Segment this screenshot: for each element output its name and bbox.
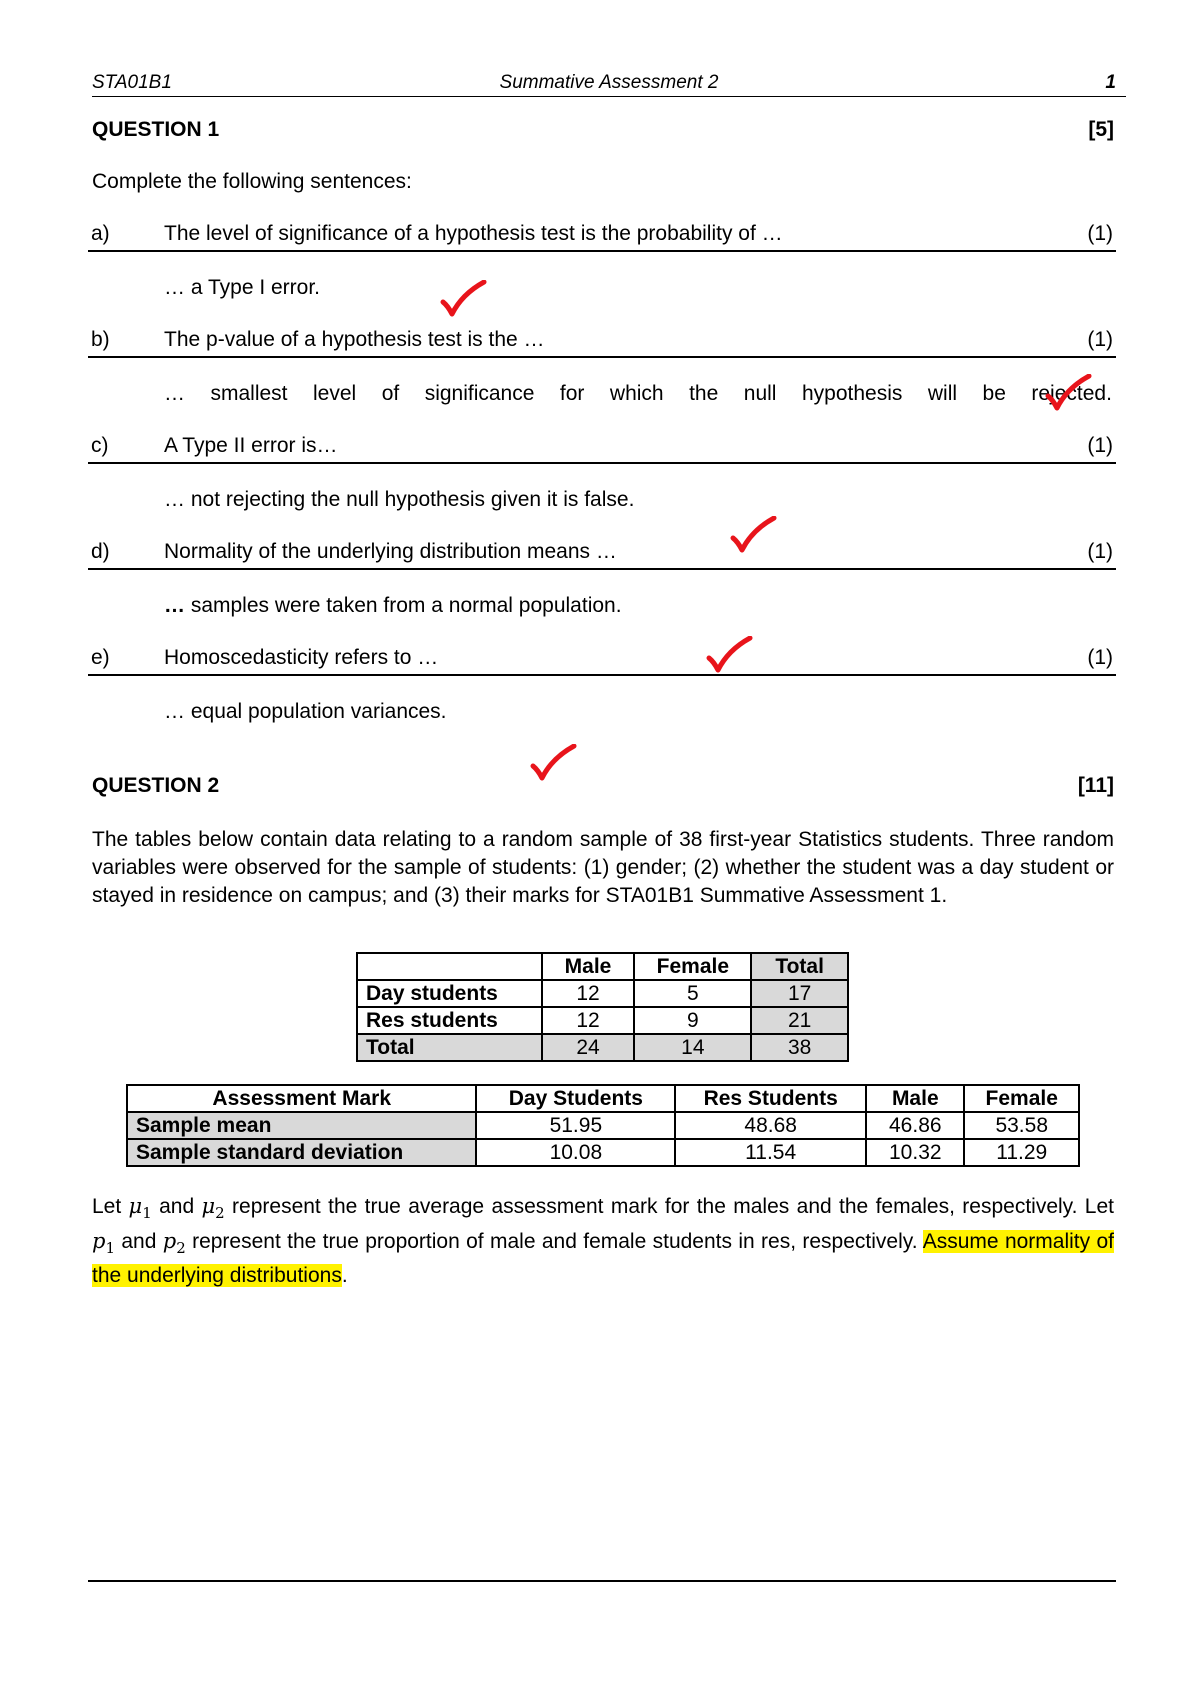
q1-answer-a: … a Type I error. xyxy=(164,276,321,299)
table-row xyxy=(127,1139,1079,1166)
q1-item-c xyxy=(88,432,1116,464)
row-label: Sample mean xyxy=(127,1112,476,1139)
answer-word: level xyxy=(313,382,357,405)
item-marks: (1) xyxy=(1087,434,1113,457)
row-label: Total xyxy=(357,1034,542,1061)
q1-answer-d xyxy=(164,594,622,618)
table-cell: 51.95 xyxy=(476,1112,675,1139)
table-row xyxy=(357,1034,848,1061)
item-marks: (1) xyxy=(1087,540,1113,563)
table-cell: 10.32 xyxy=(866,1139,964,1166)
q1-item-e xyxy=(88,644,1116,676)
table-row xyxy=(357,1007,848,1034)
text-run: . xyxy=(341,1264,348,1288)
answer-text: samples were taken from a normal population. xyxy=(185,594,622,617)
q2-closing xyxy=(92,1192,1114,1290)
table-header: Male xyxy=(866,1085,964,1112)
q1-answer-c: … not rejecting the null hypothesis given it is false. xyxy=(164,488,635,511)
table-cell: 21 xyxy=(751,1007,848,1034)
text-run: and xyxy=(115,1230,163,1254)
symbol: p xyxy=(162,1229,177,1254)
table-row xyxy=(127,1112,1079,1139)
table-cell: 24 xyxy=(542,1034,635,1061)
answer-word: hypothesis xyxy=(801,382,903,405)
text-run: and xyxy=(151,1195,202,1218)
mu1-symbol xyxy=(128,1194,152,1223)
subscript: 1 xyxy=(142,1204,152,1223)
q2-intro: The tables below contain data relating to a random sample of 38 first-year Statistics students. Three random variables were observed for the sample of students: (1) gender; (2) whether the student was a day student or stayed in residence on campus; and (3) their marks for STA01B1 Summative Assessment 1. xyxy=(92,828,1114,907)
highlighted-assumption: Assume normality of the underlying distributions xyxy=(92,1230,1114,1288)
assessment-title: Summative Assessment 2 xyxy=(499,72,719,93)
item-marks: (1) xyxy=(1087,222,1113,245)
subscript: 2 xyxy=(215,1204,225,1223)
item-label: b) xyxy=(91,328,110,351)
q1-instruction: Complete the following sentences: xyxy=(92,170,412,193)
table-cell: 11.54 xyxy=(675,1139,866,1166)
answer-word: … xyxy=(164,382,185,405)
table-cell: 17 xyxy=(751,980,848,1007)
table-cell xyxy=(357,953,542,980)
table-header: Female xyxy=(634,953,751,980)
contingency-table xyxy=(356,952,849,1062)
mu2-symbol xyxy=(201,1194,225,1223)
item-question: A Type II error is… xyxy=(164,434,338,457)
p1-symbol xyxy=(92,1229,115,1258)
table-header: Total xyxy=(751,953,848,980)
table-cell: 48.68 xyxy=(675,1112,866,1139)
table-header: Male xyxy=(542,953,635,980)
table-header: Res Students xyxy=(675,1085,866,1112)
table-header: Assessment Mark xyxy=(127,1085,476,1112)
page-number: 1 xyxy=(1105,72,1116,93)
text-run: Let xyxy=(92,1195,129,1218)
symbol: p xyxy=(92,1229,106,1254)
summary-statistics-table xyxy=(126,1084,1080,1167)
item-label: d) xyxy=(91,540,110,563)
table-row xyxy=(357,980,848,1007)
table-cell: 14 xyxy=(634,1034,751,1061)
checkmark-icon xyxy=(440,280,490,324)
table-cell: 11.29 xyxy=(964,1139,1079,1166)
checkmark-icon xyxy=(1045,374,1095,418)
table-header-row xyxy=(357,953,848,980)
table-header: Day Students xyxy=(476,1085,675,1112)
row-label: Res students xyxy=(357,1007,542,1034)
table-cell: 9 xyxy=(634,1007,751,1034)
row-label: Day students xyxy=(357,980,542,1007)
symbol: μ xyxy=(128,1194,143,1218)
item-label: e) xyxy=(91,646,110,669)
table-header: Female xyxy=(964,1085,1079,1112)
course-code: STA01B1 xyxy=(92,72,172,93)
answer-word: for xyxy=(559,382,585,405)
checkmark-icon xyxy=(530,744,580,788)
answer-word: which xyxy=(609,382,664,405)
q1-answer-e: … equal population variances. xyxy=(164,700,447,723)
q2-marks: [11] xyxy=(1077,774,1114,797)
item-marks: (1) xyxy=(1087,328,1113,351)
item-question: Normality of the underlying distribution means … xyxy=(164,540,617,563)
symbol: μ xyxy=(201,1194,216,1218)
answer-lead: … xyxy=(164,594,185,617)
item-question: The level of significance of a hypothesis test is the probability of … xyxy=(164,222,783,245)
item-label: a) xyxy=(91,222,110,245)
answer-word: significance xyxy=(424,382,535,405)
table-cell: 12 xyxy=(542,1007,635,1034)
row-label: Sample standard deviation xyxy=(127,1139,476,1166)
item-question: Homoscedasticity refers to … xyxy=(164,646,439,669)
table-cell: 10.08 xyxy=(476,1139,675,1166)
q2-title: QUESTION 2 xyxy=(92,774,220,797)
q1-item-d xyxy=(88,538,1116,570)
answer-word: of xyxy=(381,382,400,405)
table-cell: 12 xyxy=(542,980,635,1007)
footer-rule xyxy=(88,1580,1116,1582)
answer-word: the xyxy=(689,382,719,405)
answer-word: will xyxy=(927,382,958,405)
table-cell: 46.86 xyxy=(866,1112,964,1139)
item-label: c) xyxy=(91,434,109,457)
p2-symbol xyxy=(162,1229,186,1258)
q1-item-b xyxy=(88,326,1116,358)
table-cell: 5 xyxy=(634,980,751,1007)
table-cell: 38 xyxy=(751,1034,848,1061)
page-header xyxy=(92,72,1126,97)
q1-marks: [5] xyxy=(1088,118,1114,141)
table-header-row xyxy=(127,1085,1079,1112)
table-cell: 53.58 xyxy=(964,1112,1079,1139)
answer-word: null xyxy=(743,382,777,405)
item-question: The p-value of a hypothesis test is the … xyxy=(164,328,545,351)
subscript: 1 xyxy=(105,1239,115,1258)
q1-item-a xyxy=(88,220,1116,252)
item-marks: (1) xyxy=(1087,646,1113,669)
text-run: represent the true average assessment mark for the males and the females, respectively. Let xyxy=(224,1195,1114,1218)
subscript: 2 xyxy=(176,1239,186,1258)
answer-word: smallest xyxy=(210,382,288,405)
answer-word: be xyxy=(982,382,1006,405)
q1-answer-b xyxy=(164,382,1112,406)
text-run: represent the true proportion of male and female students in res, respectively. xyxy=(185,1230,923,1254)
answer-word: rejected. xyxy=(1031,382,1112,405)
q1-title: QUESTION 1 xyxy=(92,118,220,141)
